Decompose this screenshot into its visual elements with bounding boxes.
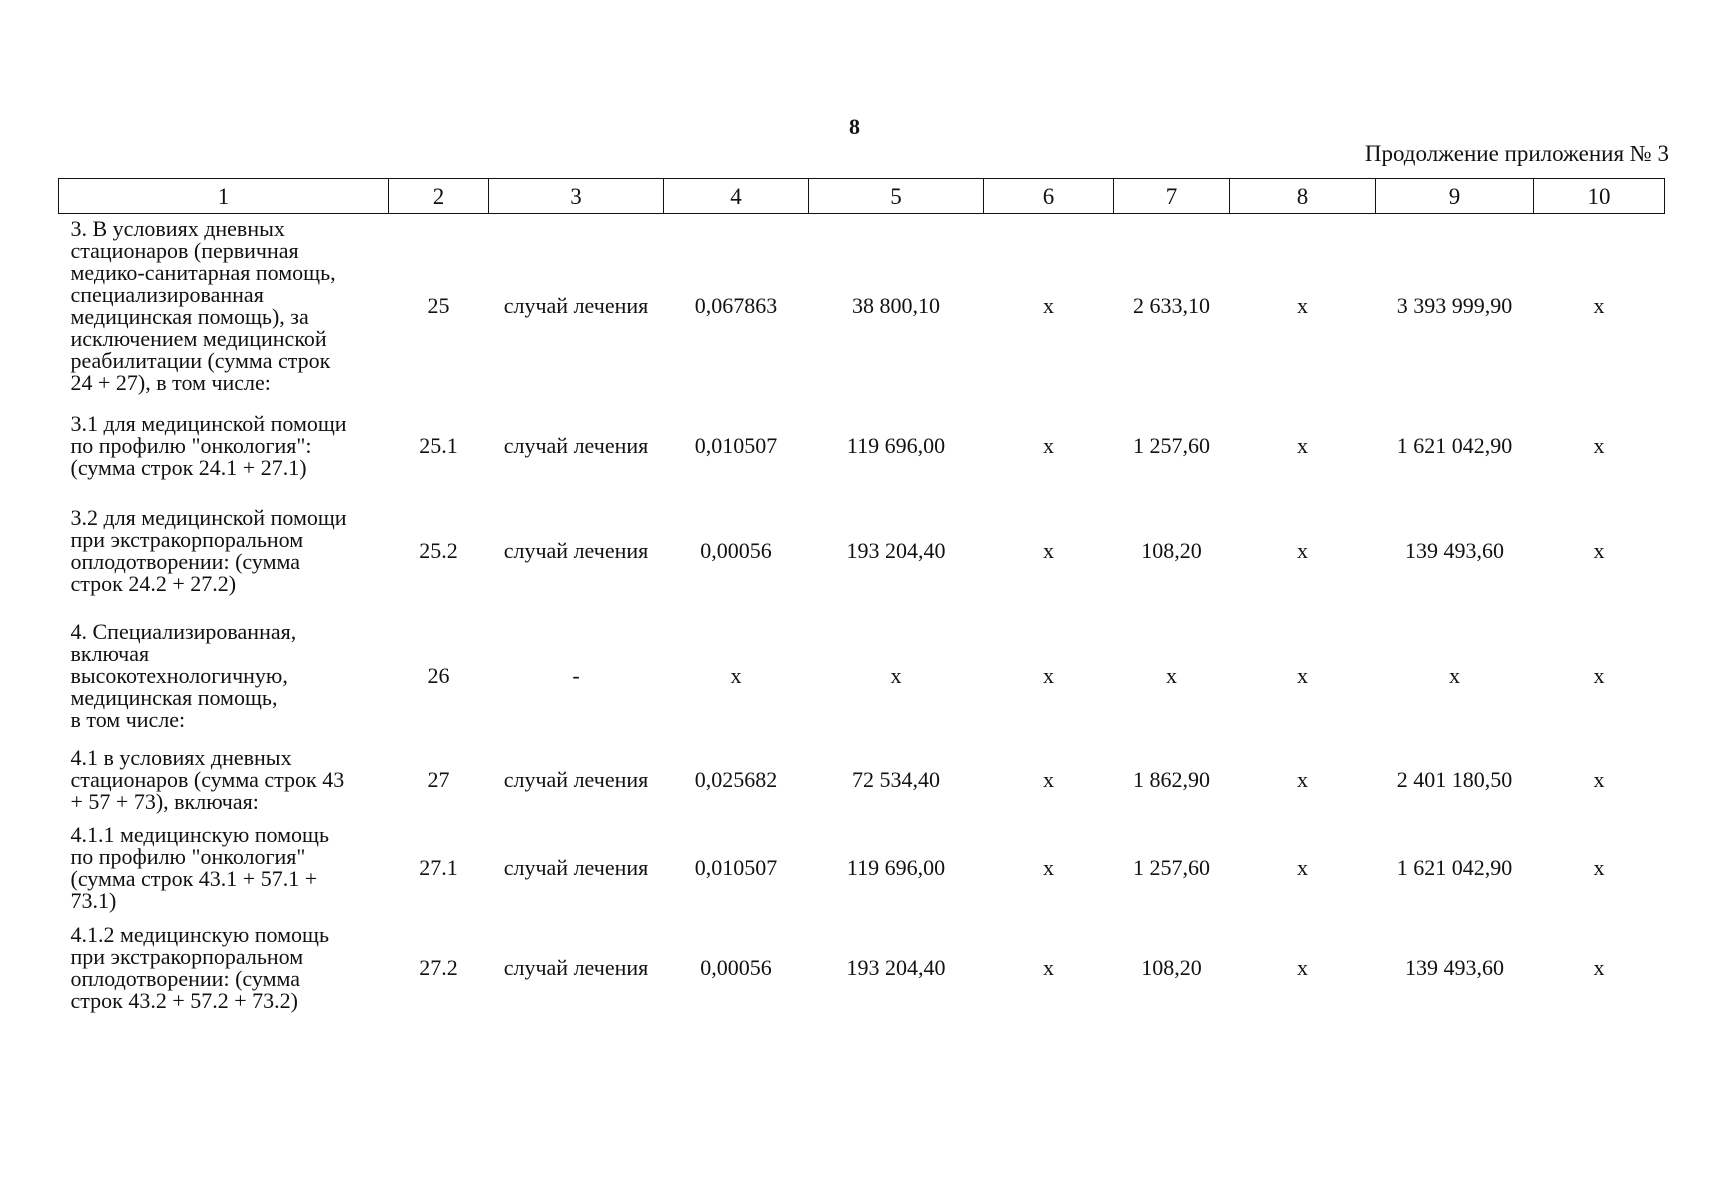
row-value-8: х (1297, 767, 1308, 792)
table-row (59, 398, 1665, 494)
row-value-9: 2 401 180,50 (1396, 767, 1513, 792)
row-value-10: х (1593, 855, 1605, 880)
row-value-10: х (1593, 663, 1605, 688)
row-value-6: х (1043, 538, 1054, 563)
row-value-7: 2 633,10 (1133, 293, 1210, 318)
row-value-4: 0,010507 (694, 433, 778, 458)
row-value-5: 119 696,00 (846, 855, 946, 880)
table-row (59, 744, 1665, 816)
row-value-5: 193 204,40 (846, 955, 946, 980)
row-value-7: 108,20 (1141, 955, 1202, 980)
row-value-6: х (1043, 433, 1054, 458)
row-description (59, 214, 389, 399)
row-unit: случай лечения (503, 855, 649, 880)
row-line-number: 27.1 (419, 855, 458, 880)
row-unit: - (572, 663, 580, 688)
header-cell-1: 1 (59, 179, 389, 214)
row-description (59, 816, 389, 920)
row-value-7: х (1166, 663, 1177, 688)
row-description (59, 920, 389, 1016)
row-description-text: 3.2 для медицинской помощи при экстракорпоральном оплодотворении: (сумма строк 24.2 + 27.2) (70, 505, 347, 596)
row-unit: случай лечения (503, 538, 649, 563)
row-description-text: 3.1 для медицинской помощи по профилю "онкология": (сумма строк 24.1 + 27.1) (70, 411, 347, 480)
row-value-6: х (1043, 663, 1054, 688)
row-value-10: х (1593, 538, 1605, 563)
row-value-9: 1 621 042,90 (1396, 855, 1513, 880)
header-row (59, 179, 1665, 214)
row-value-8: х (1297, 855, 1308, 880)
row-value-4: 0,010507 (694, 855, 778, 880)
row-description-text: 4.1.1 медицинскую помощь по профилю "онкология" (сумма строк 43.1 + 57.1 + 73.1) (70, 822, 330, 913)
table-row (59, 494, 1665, 608)
row-unit: случай лечения (503, 433, 649, 458)
header-cell-4: 4 (664, 179, 809, 214)
row-value-8: х (1297, 663, 1308, 688)
row-value-9: 139 493,60 (1405, 538, 1504, 563)
row-value-5: 38 800,10 (852, 293, 940, 318)
table-row (59, 816, 1665, 920)
row-line-number: 25.1 (419, 433, 458, 458)
row-value-9: х (1449, 663, 1460, 688)
row-value-10: х (1593, 433, 1605, 458)
row-description-text: 4.1 в условиях дневных стационаров (сумма строк 43 + 57 + 73), включая: (70, 745, 345, 814)
row-value-6: х (1043, 767, 1054, 792)
row-line-number: 27.2 (419, 955, 458, 980)
row-unit: случай лечения (503, 955, 649, 980)
row-description (59, 494, 389, 608)
header-cell-10: 10 (1534, 179, 1665, 214)
row-value-10: х (1593, 767, 1605, 792)
row-line-number: 25 (427, 293, 450, 318)
row-value-8: х (1297, 538, 1308, 563)
row-value-7: 108,20 (1141, 538, 1202, 563)
row-value-8: х (1297, 433, 1308, 458)
row-description (59, 608, 389, 744)
row-line-number: 25.2 (419, 538, 458, 563)
row-description-text: 3. В условиях дневных стационаров (первичная медико-санитарная помощь, специализированная медицинская помощь), за исключением медицинской реабилитации (сумма строк 24 + 27), в том числе: (70, 216, 336, 395)
row-description-text: 4.1.2 медицинскую помощь при экстракорпоральном оплодотворении: (сумма строк 43.2 + 57.2 + 73.2) (70, 922, 330, 1013)
header-cell-5: 5 (809, 179, 984, 214)
row-value-5: 119 696,00 (846, 433, 946, 458)
row-value-9: 1 621 042,90 (1396, 433, 1513, 458)
row-value-4: х (730, 663, 742, 688)
row-description (59, 398, 389, 494)
table-row (59, 608, 1665, 744)
table-row (59, 214, 1665, 399)
row-line-number: 27 (427, 767, 450, 792)
row-value-6: х (1043, 293, 1054, 318)
row-value-4: 0,025682 (694, 767, 778, 792)
row-value-8: х (1297, 955, 1308, 980)
row-value-9: 3 393 999,90 (1396, 293, 1513, 318)
row-unit: случай лечения (503, 293, 649, 318)
table-row (59, 920, 1665, 1016)
header-cell-9: 9 (1376, 179, 1534, 214)
row-value-7: 1 257,60 (1133, 855, 1210, 880)
row-line-number: 26 (427, 663, 450, 688)
row-value-7: 1 257,60 (1133, 433, 1210, 458)
row-value-5: 193 204,40 (846, 538, 946, 563)
row-value-10: х (1593, 293, 1605, 318)
header-cell-2: 2 (389, 179, 489, 214)
row-value-6: х (1043, 955, 1054, 980)
row-description (59, 744, 389, 816)
header-cell-3: 3 (489, 179, 664, 214)
row-value-4: 0,067863 (694, 293, 778, 318)
header-cell-8: 8 (1230, 179, 1376, 214)
row-value-10: х (1593, 955, 1605, 980)
row-unit: случай лечения (503, 767, 649, 792)
row-value-8: х (1297, 293, 1308, 318)
row-value-5: х (890, 663, 902, 688)
row-value-9: 139 493,60 (1405, 955, 1504, 980)
row-value-6: х (1043, 855, 1054, 880)
header-cell-6: 6 (984, 179, 1114, 214)
data-table (58, 178, 1665, 1016)
row-value-4: 0,00056 (700, 538, 772, 563)
row-value-5: 72 534,40 (852, 767, 940, 792)
row-value-7: 1 862,90 (1133, 767, 1210, 792)
header-cell-7: 7 (1114, 179, 1230, 214)
continuation-label: Продолжение приложения № 3 (1364, 141, 1669, 166)
row-description-text: 4. Специализированная, включая высокотехнологичную, медицинская помощь, в том числе: (70, 619, 297, 732)
row-value-4: 0,00056 (700, 955, 772, 980)
page-number: 8 (849, 114, 860, 139)
